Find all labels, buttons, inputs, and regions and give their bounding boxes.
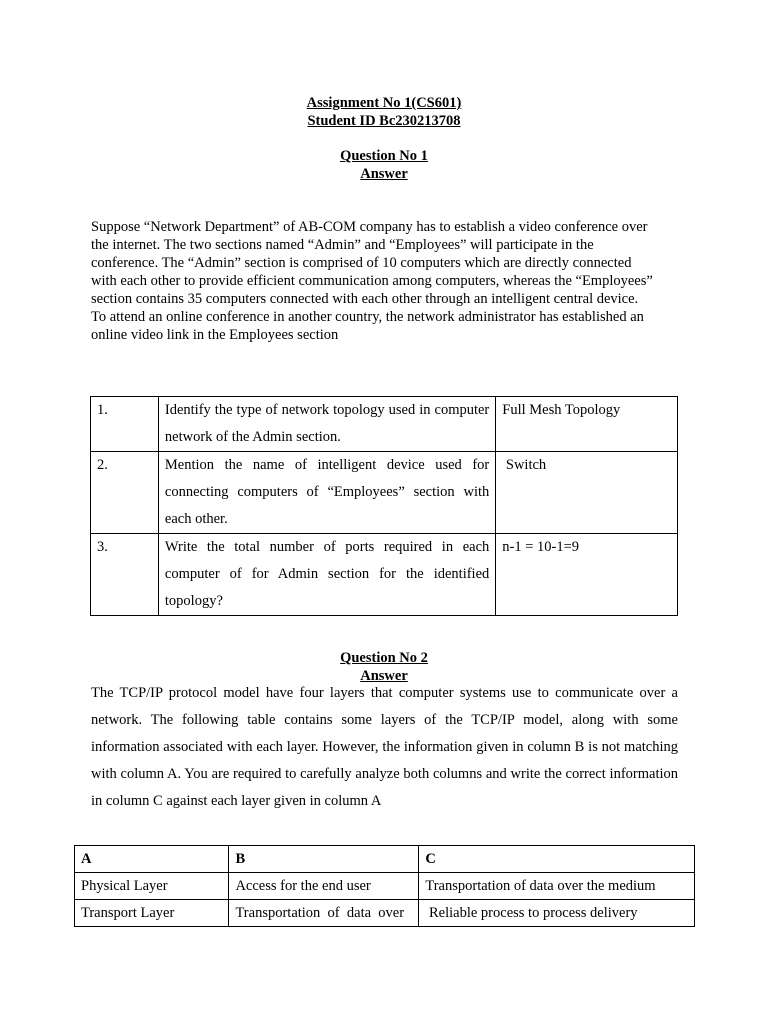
question-1-table <box>90 396 678 616</box>
intro-line: Suppose “Network Department” of AB-COM company has to establish a video conference over <box>91 219 648 235</box>
intro-line: the internet. The two sections named “Admin” and “Employees” will participate in the <box>91 237 594 253</box>
layer-info-c: Transportation of data over the medium <box>419 873 695 900</box>
question-2-title: Question No 2 <box>340 650 428 666</box>
intro-line: with each other to provide efficient communication among computers, whereas the “Employees” <box>91 273 653 289</box>
row-number: 1. <box>91 397 159 452</box>
column-header-b: B <box>229 846 419 873</box>
table-row <box>75 900 695 927</box>
column-header-c: C <box>419 846 695 873</box>
table-row <box>75 873 695 900</box>
student-id: Student ID Bc230213708 <box>307 113 461 129</box>
assignment-title: Assignment No 1(CS601) <box>306 95 462 111</box>
table-row <box>91 534 678 616</box>
layer-info-b: Access for the end user <box>229 873 419 900</box>
intro-line: online video link in the Employees section <box>91 327 339 343</box>
intro-line: conference. The “Admin” section is comprised of 10 computers which are directly connected <box>91 255 632 271</box>
row-question: Mention the name of intelligent device used for connecting computers of “Employees” section with each other. <box>158 452 495 534</box>
row-number: 3. <box>91 534 159 616</box>
question-2-answer-label: Answer <box>360 668 408 684</box>
layer-info-c: Reliable process to process delivery <box>419 900 695 927</box>
question-2-intro: The TCP/IP protocol model have four layers that computer systems use to communicate over a network. The following table contains some layers of the TCP/IP model, along with some information associated with each layer. However, the information given in column B is not matching with column A. You are required to carefully analyze both columns and write the correct information in column C against each layer given in column A <box>91 685 678 809</box>
question-1-intro <box>91 218 681 344</box>
layer-name: Transport Layer <box>75 900 229 927</box>
question-1-title: Question No 1 <box>340 148 428 164</box>
question-2-table <box>74 845 695 927</box>
intro-line: To attend an online conference in another country, the network administrator has established an <box>91 309 644 325</box>
table-row <box>91 397 678 452</box>
layer-info-b: Transportation of data over <box>229 900 419 927</box>
question-1-answer-label: Answer <box>360 166 408 182</box>
table-header-row <box>75 846 695 873</box>
table-row <box>91 452 678 534</box>
row-answer: Full Mesh Topology <box>496 397 678 452</box>
row-answer: Switch <box>496 452 678 534</box>
layer-name: Physical Layer <box>75 873 229 900</box>
row-question: Identify the type of network topology used in computer network of the Admin section. <box>158 397 495 452</box>
row-number: 2. <box>91 452 159 534</box>
column-header-a: A <box>75 846 229 873</box>
row-question: Write the total number of ports required in each computer of for Admin section for the identified topology? <box>158 534 495 616</box>
row-answer: n-1 = 10-1=9 <box>496 534 678 616</box>
intro-line: section contains 35 computers connected with each other through an intelligent central device. <box>91 291 639 307</box>
